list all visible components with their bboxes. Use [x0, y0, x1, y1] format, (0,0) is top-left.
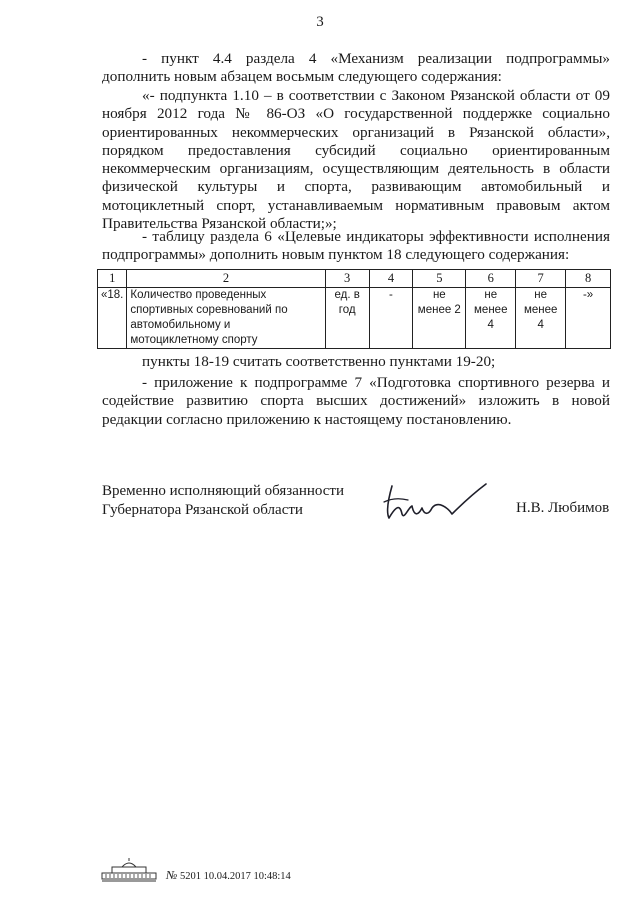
- footer-doc-info: [166, 868, 291, 883]
- signatory-position: [102, 482, 344, 519]
- table-header-cell: 2: [127, 270, 325, 288]
- position-line-1: Временно исполняющий обязанности: [102, 483, 345, 499]
- table-header-cell: 7: [516, 270, 566, 288]
- paragraph-appendix: - приложение к подпрограмме 7 «Подготовка спортивного резерва и содействие развитию спорта высших достижений» изложить в новой редакции согласно приложению к настоящему постановлению.: [102, 374, 610, 428]
- table-header-cell: 8: [566, 270, 611, 288]
- table-header-cell: 3: [325, 270, 369, 288]
- row-number-cell: «18.: [98, 288, 127, 349]
- table-header-cell: 1: [98, 270, 127, 288]
- table-header-row: [98, 270, 611, 288]
- document-info: 5201 10.04.2017 10:48:14: [179, 871, 291, 882]
- position-line-2: Губернатора Рязанской области: [102, 501, 303, 518]
- indicators-table: [97, 269, 611, 349]
- value-cell-col4: -: [369, 288, 413, 349]
- table-row: [98, 288, 611, 349]
- paragraph-item-4-4: - пункт 4.4 раздела 4 «Механизм реализации подпрограммы» дополнить новым абзацем восьмым следующего содержания:: [102, 50, 610, 86]
- paragraph-renumber: пункты 18-19 считать соответственно пунктами 19-20;: [142, 353, 496, 370]
- signatory-name: Н.В. Любимов: [516, 500, 610, 516]
- page-number: 3: [316, 14, 324, 30]
- number-sign-icon: №: [166, 868, 178, 882]
- table-header-cell: 4: [369, 270, 413, 288]
- table-header-cell: 5: [413, 270, 466, 288]
- unit-cell: ед. в год: [325, 288, 369, 349]
- building-logo-icon: [100, 858, 158, 882]
- value-cell-col8: -»: [566, 288, 611, 349]
- paragraph-table-intro: - таблицу раздела 6 «Целевые индикаторы эффективности исполнения подпрограммы» дополнить новым пунктом 18 следующего содержания:: [102, 228, 610, 264]
- handwritten-signature: [378, 478, 498, 528]
- paragraph-subitem-1-10: «- подпункта 1.10 – в соответствии с Законом Рязанской области от 09 ноября 2012 года № 86-ОЗ «О государственной поддержке социально ориентированных некоммерческих организаций в Рязанской области», порядком предоставления субсидий социально ориентированным некоммерческим организациям, осуществляющим деятельность в области физической культуры и спорта, развивающим автомобильный и мотоциклетный спорт, устанавливаемым нормативным правовым актом Правительства Рязанской области;»;: [102, 87, 610, 233]
- value-cell-col7: не менее 4: [516, 288, 566, 349]
- indicator-name-cell: Количество проведенных спортивных соревнований по автомобильному и мотоциклетному спорту: [127, 288, 325, 349]
- value-cell-col5: не менее 2: [413, 288, 466, 349]
- table-header-cell: 6: [466, 270, 516, 288]
- value-cell-col6: не менее 4: [466, 288, 516, 349]
